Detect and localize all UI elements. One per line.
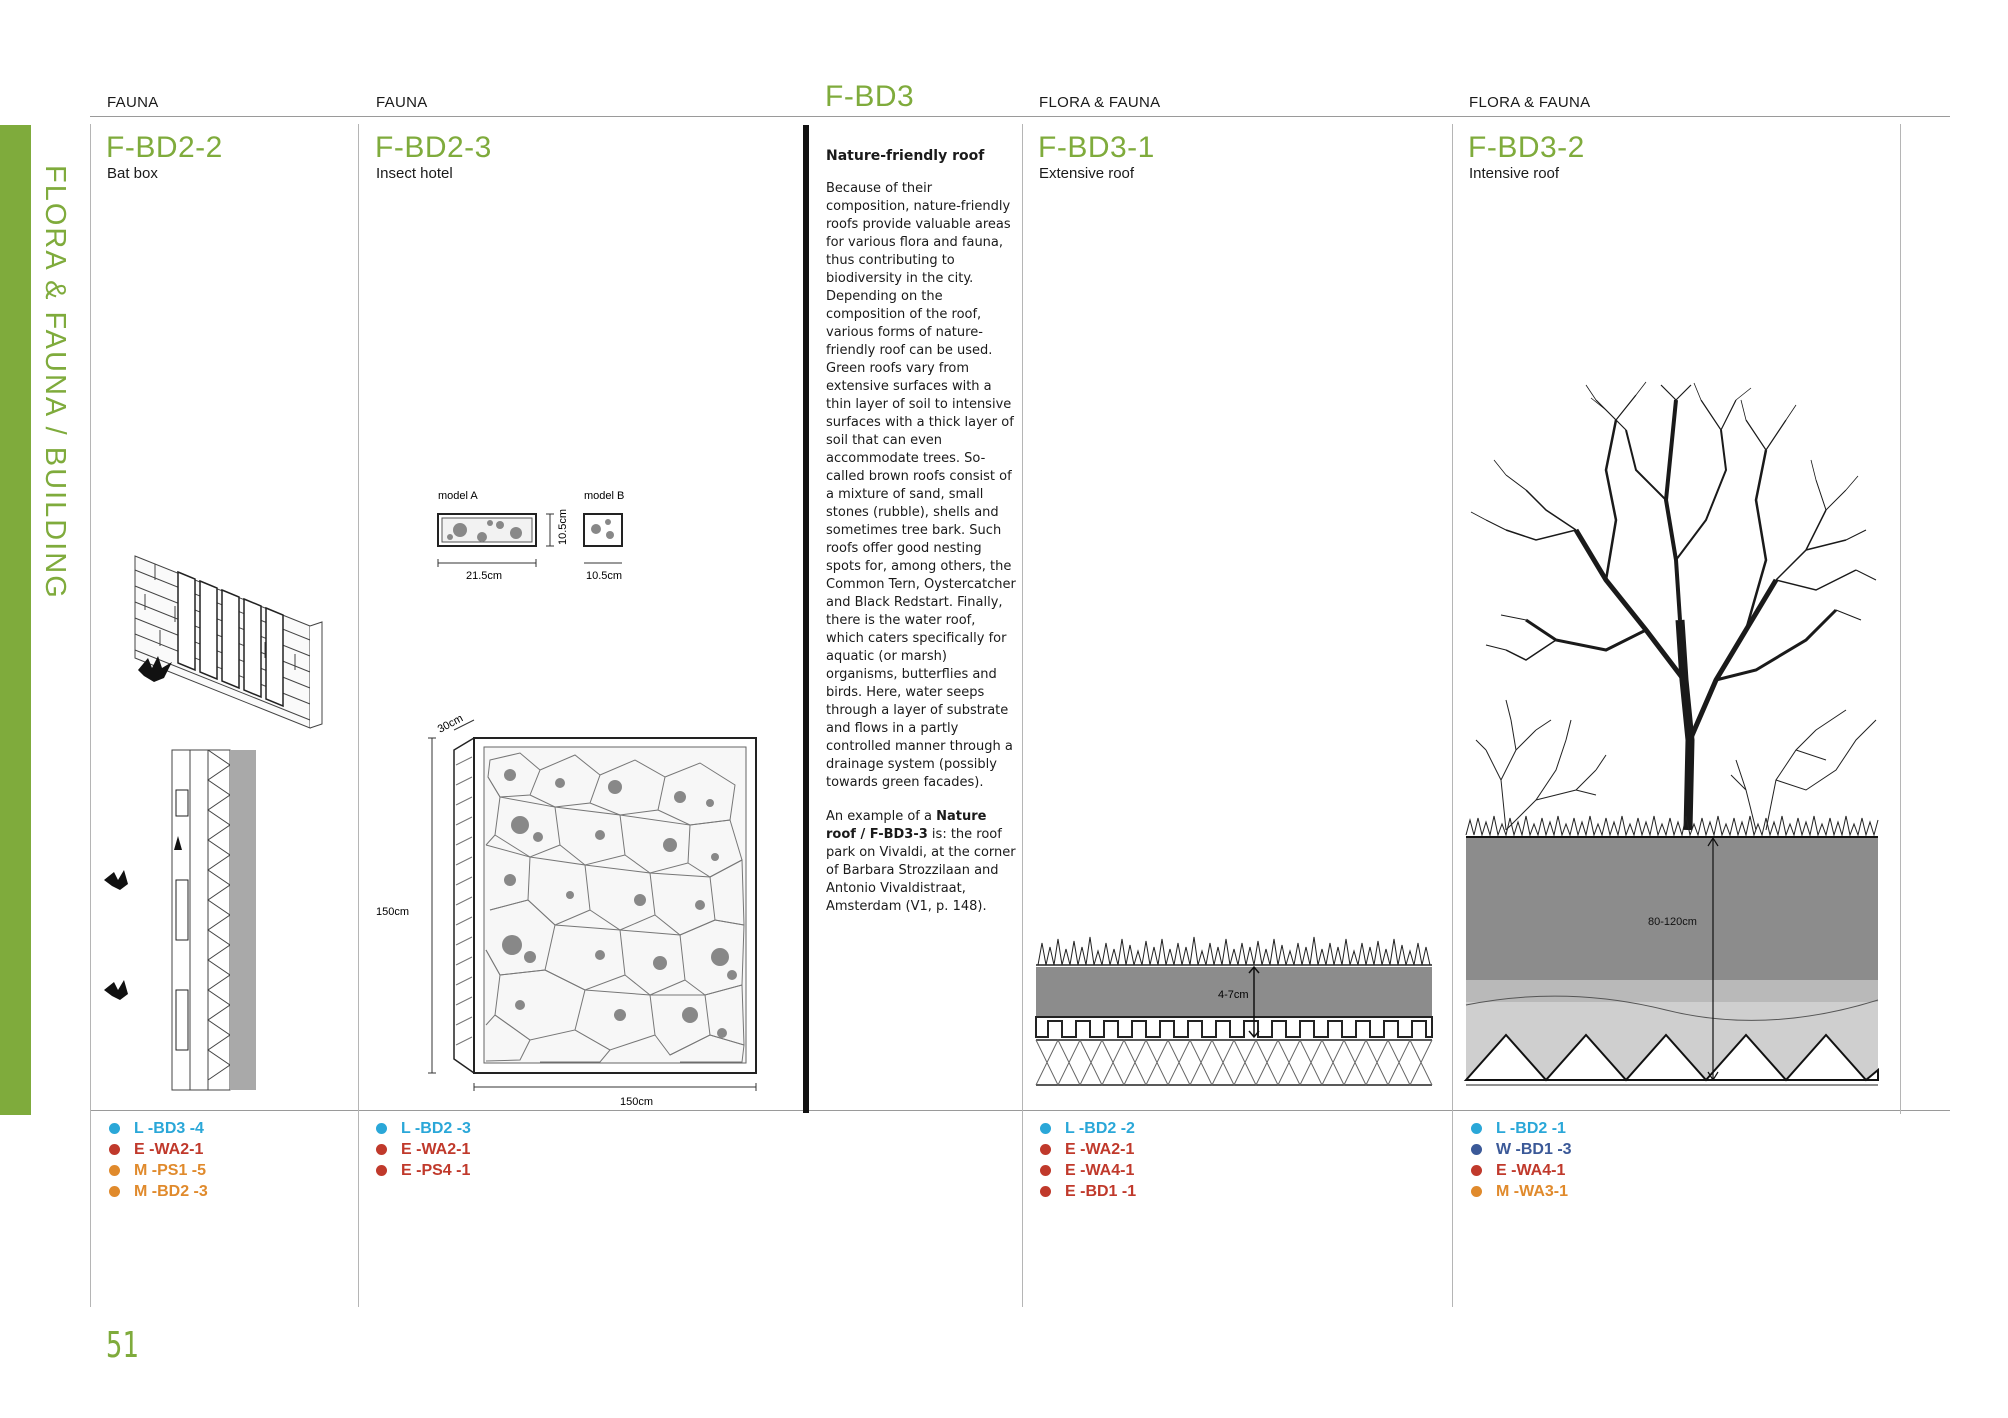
reference-item[interactable]: L -BD2 -1 — [1471, 1118, 1572, 1139]
column-category: FLORA & FAUNA — [1469, 94, 1591, 111]
intensive-depth-label: 80-120cm — [1648, 916, 1697, 928]
text-paragraph-example: An example of a Nature roof / F-BD3-3 is: the roof park on Vivaldi, at the corner of Barbara Strozzilaan and Antonio Vivaldistraat, Amsterdam (V1, p. 148). — [826, 809, 1016, 914]
column-code: F-BD3-1 — [1038, 131, 1155, 164]
dim-height: 10.5cm — [557, 508, 569, 545]
reference-dot — [1471, 1165, 1482, 1176]
footer-rule — [90, 1110, 1950, 1111]
column-category: FAUNA — [107, 94, 159, 111]
insect-hotel-box — [454, 738, 756, 1073]
reference-dot — [1040, 1144, 1051, 1155]
reference-item[interactable]: E -WA4-1 — [1471, 1160, 1572, 1181]
reference-item[interactable]: E -WA2-1 — [1040, 1139, 1136, 1160]
insulation-layer — [1036, 1040, 1432, 1085]
text-paragraph: Because of their composition, nature-friendly roofs provide valuable areas for various flora and fauna, thus contributing to biodiversity in the city. Depending on the composition of the roof, various forms of nature-friendly roof can be used. Green roofs vary from extensive surfaces with a thin layer of soil to intensive surfaces with a thick layer of soil that can even accommodate trees. So-called brown roofs consist of a mixture of sand, small stones (rubble), shells and sometimes tree bark. Such roofs offer good nesting spots for, among others, the Common Tern, Oystercatcher and Black Redstart. Finally, there is the water roof, which caters specifically for aquatic (or marsh) organisms, butterflies and birds. Here, water seeps through a layer of substrate and flows in a partly controlled manner through a drainage system (possibly towards green facades). — [826, 181, 1016, 790]
column-subtitle: Bat box — [107, 165, 158, 182]
reference-dot — [1471, 1186, 1482, 1197]
grass-layer — [1038, 937, 1430, 965]
intensive-roof-illustration — [1466, 380, 1886, 1095]
reference-item[interactable]: M -PS1 -5 — [109, 1160, 208, 1181]
column-code: F-BD2-3 — [375, 131, 492, 164]
column-code: F-BD2-2 — [106, 131, 223, 164]
drainage-layer — [1036, 1017, 1432, 1037]
reference-dot — [109, 1123, 120, 1134]
reference-list — [1471, 1118, 1572, 1202]
reference-dot — [1471, 1123, 1482, 1134]
reference-list — [376, 1118, 471, 1181]
bat-box-illustration — [100, 550, 330, 1100]
header-rule — [90, 116, 1950, 117]
reference-item[interactable]: L -BD2 -2 — [1040, 1118, 1136, 1139]
reference-dot — [1040, 1165, 1051, 1176]
bat-icon — [104, 980, 128, 1000]
reference-item[interactable]: E -BD1 -1 — [1040, 1181, 1136, 1202]
reference-item[interactable]: E -WA2-1 — [109, 1139, 208, 1160]
section-title-vertical: FLORA & FAUNA / BUILDING — [39, 165, 71, 600]
reference-dot — [1040, 1186, 1051, 1197]
column-rule — [358, 124, 359, 1307]
tree-drawing — [1471, 382, 1876, 830]
column-rule — [90, 124, 91, 1307]
bat-icon — [104, 870, 128, 890]
column-category: FAUNA — [376, 94, 428, 111]
reference-dot — [376, 1123, 387, 1134]
hotel-depth-label: 30cm — [435, 712, 466, 736]
reference-list — [1040, 1118, 1136, 1202]
reference-item[interactable]: W -BD1 -3 — [1471, 1139, 1572, 1160]
reference-item[interactable]: L -BD3 -4 — [109, 1118, 208, 1139]
hotel-width-label: 150cm — [620, 1096, 654, 1108]
dim-b-width: 10.5cm — [586, 570, 623, 582]
model-b-label: model B — [584, 490, 625, 502]
model-a-drawing — [438, 514, 536, 546]
reference-item[interactable]: M -WA3-1 — [1471, 1181, 1572, 1202]
column-rule — [1022, 124, 1023, 1307]
bat-box-section — [172, 750, 230, 1090]
text-column — [826, 148, 1016, 932]
column-subtitle: Extensive roof — [1039, 165, 1135, 182]
reference-dot — [1471, 1144, 1482, 1155]
reference-dot — [109, 1165, 120, 1176]
text-column-rule — [803, 125, 809, 1113]
extensive-roof-illustration — [1036, 925, 1436, 1095]
column-subtitle: Insect hotel — [376, 165, 453, 182]
column-rule — [1900, 124, 1901, 1114]
column-code: F-BD3-2 — [1468, 131, 1585, 164]
column-subtitle: Intensive roof — [1469, 165, 1560, 182]
substrate-layer — [1466, 980, 1878, 1002]
insect-hotel-illustration — [370, 485, 780, 1108]
reference-item[interactable]: M -BD2 -3 — [109, 1181, 208, 1202]
reference-dot — [109, 1186, 120, 1197]
reference-item[interactable]: E -WA2-1 — [376, 1139, 471, 1160]
wall-section — [230, 750, 256, 1090]
reference-dot — [376, 1165, 387, 1176]
column-rule — [1452, 124, 1453, 1307]
extensive-depth-label: 4-7cm — [1218, 989, 1249, 1001]
model-a-label: model A — [438, 490, 478, 502]
side-color-bar — [0, 125, 31, 1115]
grass-layer — [1466, 816, 1878, 835]
reference-list — [109, 1118, 208, 1202]
reference-item[interactable]: E -PS4 -1 — [376, 1160, 471, 1181]
reference-item[interactable]: E -WA4-1 — [1040, 1160, 1136, 1181]
reference-dot — [1040, 1123, 1051, 1134]
bat-icon — [174, 836, 182, 850]
shrub-drawing — [1476, 700, 1876, 830]
model-b-drawing — [584, 514, 622, 546]
page-number: 51 — [106, 1325, 139, 1366]
reference-dot — [109, 1144, 120, 1155]
text-title: Nature-friendly roof — [826, 148, 985, 164]
reference-item[interactable]: L -BD2 -3 — [376, 1118, 471, 1139]
hotel-height-label: 150cm — [376, 906, 410, 918]
column-category: FLORA & FAUNA — [1039, 94, 1161, 111]
center-code: F-BD3 — [825, 80, 915, 113]
dim-a-width: 21.5cm — [466, 570, 503, 582]
reference-dot — [376, 1144, 387, 1155]
soil-layer-thick — [1466, 838, 1878, 980]
